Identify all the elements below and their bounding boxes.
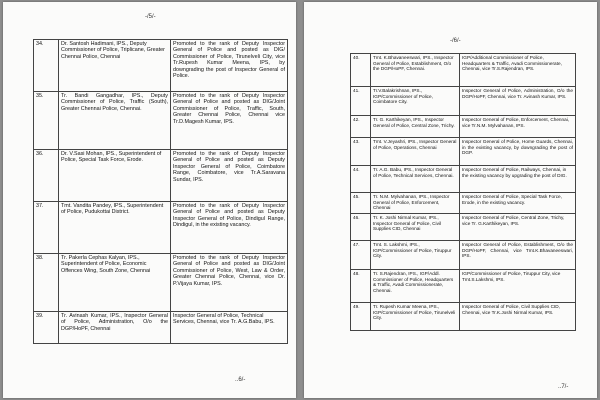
serial-number: 41.: [351, 87, 371, 116]
table-row: [351, 138, 576, 166]
table-row: [34, 312, 288, 344]
serial-number: 43.: [351, 138, 371, 166]
table-row: [351, 270, 576, 303]
continuation-marker: ..6/-: [235, 377, 246, 383]
posting-details: IGP/Additional Commissioner of Police, Headquarters & Traffic, Avadi Commissionerate, Chennai, vice Tr.S.Rajendran, IPS.: [460, 54, 576, 87]
posting-details: Promoted to the rank of Deputy Inspector General of Police and posted as Deputy Inspector General of Police, Dindigul Range, Dindigul, in the existing vacancy.: [171, 202, 288, 254]
officer-details: Tmt. Vandita Pandey, IPS., Superintendent of Police, Pudukottai District.: [59, 202, 171, 254]
serial-number: 39.: [34, 312, 59, 344]
officer-details: Tr. S.Rajendran, IPS., IGP/Addl. Commissioner of Police, Headquarters & Traffic, Avadi Commissionerate, Chennai.: [371, 270, 460, 303]
officer-details: Tmt. S. Lakshmi, IPS., IGP/Commissioner of Police, Tiruppur City.: [371, 241, 460, 270]
table-row: [351, 166, 576, 193]
serial-number: 48.: [351, 270, 371, 303]
officer-details: Tmt. V.Jeyashri, IPS., Inspector General of Police, Operations, Chennai: [371, 138, 460, 166]
officer-details: Tr. G. Karthikeyan, IPS., Inspector General of Police, Central Zone, Trichy.: [371, 116, 460, 138]
posting-details: Promoted to the rank of Deputy Inspector General of Police and posted as Deputy Inspector General of Police, Coimbatore Range, Coimbatore, vice Tr.A.Saravana Sundar, IPS.: [171, 150, 288, 202]
officer-details: Tr. A.G. Babu, IPS., Inspector General of Police, Technical Services, Chennai.: [371, 166, 460, 193]
table-row: [351, 116, 576, 138]
serial-number: 47.: [351, 241, 371, 270]
table-row: [351, 54, 576, 87]
table-row: [351, 87, 576, 116]
posting-details: Inspector General of Police, Home Guards, Chennai, in the existing vacancy, by downgrading the post of DGP.: [460, 138, 576, 166]
officer-details: Tr. N.M. Mylvahanan, IPS., Inspector General of Police, Enforcement, Chennai: [371, 193, 460, 214]
document-page-5: [3, 2, 296, 398]
document-page-6: [304, 2, 597, 398]
table-row: [34, 254, 288, 312]
posting-details: Inspector General of Police, Civil Supplies CID, Chennai, vice Tr.K.Joshi Nirmal Kumar, IPS.: [460, 303, 576, 331]
serial-number: 34.: [34, 40, 59, 92]
officer-details: Tr. K. Joshi Nirmal Kumar, IPS., Inspector General of Police, Civil Supplies CID, Chennai: [371, 214, 460, 241]
posting-details: Inspector General of Police, Central Zone, Trichy, vice Tr. G.Karthikeyan, IPS.: [460, 214, 576, 241]
table-row: [351, 193, 576, 214]
serial-number: 45.: [351, 193, 371, 214]
table-row: [34, 92, 288, 150]
posting-details: Promoted to the rank of Deputy Inspector General of Police and posted as DIG/ Commissioner of Police, Tirunelveli City, vice Tr.Rupesh Kumar Meena, IPS, by downgrading the post of Inspector General of Police.: [171, 40, 288, 92]
posting-details: Inspector General of Police, Railways, Chennai, in the existing vacancy by upgrading the post of DIG.: [460, 166, 576, 193]
serial-number: 49.: [351, 303, 371, 331]
table-row: [351, 214, 576, 241]
posting-details: Inspector General of Police, Establishment, O/o the DGP/HoPF, Chennai, vice Tmt.K.Bhavaneeswari, IPS.: [460, 241, 576, 270]
officer-details: Tr.V.Balakrishnan, IPS., IGP/Commissioner of Police, Coimbatore City.: [371, 87, 460, 116]
officer-details: Dr. V.Sasi Mohan, IPS., Superintendent of Police, Special Task Force, Erode.: [59, 150, 171, 202]
serial-number: 42.: [351, 116, 371, 138]
posting-details: Inspector General of Police, Administration, O/o the DGP/HoPF, Chennai, vice Tr. Avinash Kumar, IPS.: [460, 87, 576, 116]
officer-details: Tr. Rupesh Kumar Meena, IPS., IGP/Commissioner of Police, Tirunelveli City.: [371, 303, 460, 331]
serial-number: 36.: [34, 150, 59, 202]
serial-number: 46.: [351, 214, 371, 241]
officer-details: Tr. Bandi Gangadhar, IPS., Deputy Commissioner of Police, Traffic (South), Greater Chennai Police, Chennai.: [59, 92, 171, 150]
table-row: [351, 241, 576, 270]
posting-details: Promoted to the rank of Deputy Inspector General of Police and posted as DIG/Joint Commissioner of Police, Traffic, South, Greater Chennai Police, Chennai vice Tr.D.Magesh Kumar, IPS.: [171, 92, 288, 150]
posting-details: Inspector General of Police, Enforcement, Chennai, vice Tr.N.M. Mylvahanan, IPS.: [460, 116, 576, 138]
officer-details: Dr. Santosh Hadimani, IPS., Deputy Commissioner of Police, Triplicane, Greater Chennai Police, Chennai: [59, 40, 171, 92]
transfer-table-page-6: [350, 53, 576, 331]
officer-details: Tmt. K.Bhavaneeswari, IPS., Inspector General of Police, Establishment, O/o the DGP/HoPF, Chennai.: [371, 54, 460, 87]
posting-details: IGP/Commissioner of Police, Tiruppur City, vice Tmt.S.Lakshmi, IPS.: [460, 270, 576, 303]
posting-details: Inspector General of Police, Special Task Force, Erode, in the existing vacancy.: [460, 193, 576, 214]
transfer-table-page-5: [33, 39, 288, 344]
serial-number: 38.: [34, 254, 59, 312]
officer-details: Tr. Pakerla Cephas Kalyan, IPS., Superintendent of Police, Economic Offences Wing, South Zone, Chennai: [59, 254, 171, 312]
page-number-marker: -/5/-: [145, 14, 156, 20]
continuation-marker: ..7/-: [558, 384, 569, 390]
serial-number: 44.: [351, 166, 371, 193]
posting-details: Promoted to the rank of Deputy Inspector General of Police and posted as DIG/Joint Commissioner of Police, West, Law & Order, Greater Chennai Police, Chennai, vice Dr. P.Vijaya Kumar, IPS.: [171, 254, 288, 312]
table-row: [34, 150, 288, 202]
table-row: [34, 202, 288, 254]
table-row: [351, 303, 576, 331]
serial-number: 37.: [34, 202, 59, 254]
page-number-marker: -/6/-: [450, 38, 461, 44]
serial-number: 35.: [34, 92, 59, 150]
table-row: [34, 40, 288, 92]
officer-details: Tr. Avinash Kumar, IPS., Inspector General of Police, Administration, O/o the DGP/HoPF, Chennai: [59, 312, 171, 344]
posting-details: Inspector General of Police, Technical Services, Chennai, vice Tr. A.G.Babu, IPS.: [171, 312, 288, 344]
serial-number: 40.: [351, 54, 371, 87]
